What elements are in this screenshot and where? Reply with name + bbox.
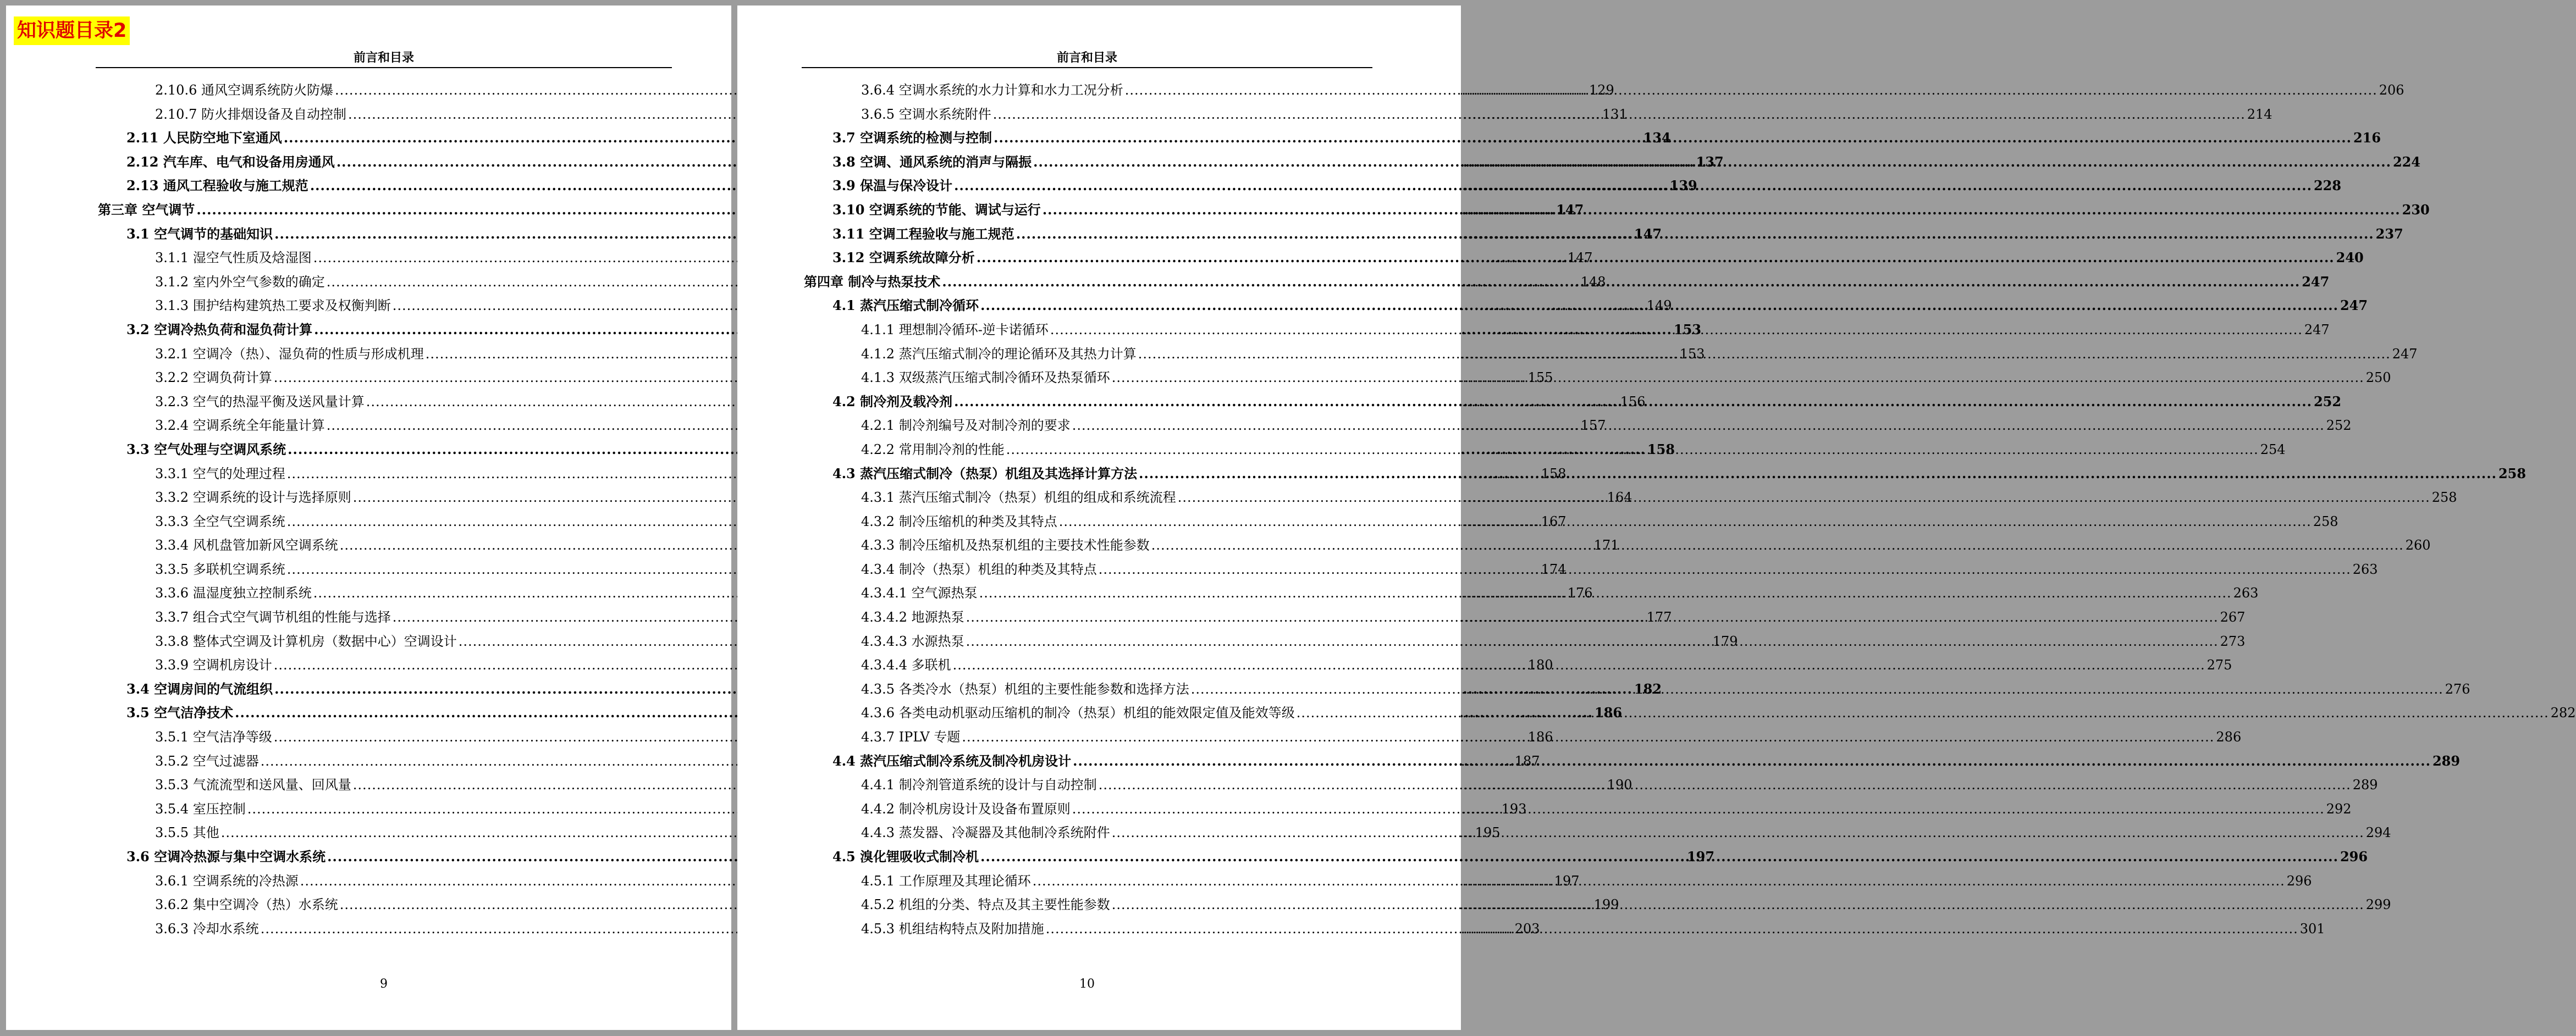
dot-leader bbox=[1112, 897, 2364, 912]
toc-entry-title: 3.2 空调冷热负荷和湿负荷计算 bbox=[126, 321, 313, 337]
toc-entry-title: 3.6.3 冷却水系统 bbox=[155, 921, 259, 937]
toc-entry-page: 158 bbox=[1541, 466, 1566, 481]
toc-entry-title: 第四章 制冷与热泵技术 bbox=[804, 273, 941, 290]
page-number: 9 bbox=[380, 977, 388, 991]
toc-entry-title: 3.5 空气洁净技术 bbox=[126, 705, 234, 721]
toc-entry-title: 4.3.3 制冷压缩机及热泵机组的主要技术性能参数 bbox=[861, 538, 1150, 553]
toc-entry-page: 296 bbox=[2340, 849, 2368, 865]
toc-entry-title: 3.5.2 空气过滤器 bbox=[155, 753, 259, 769]
toc-entry-page: 176 bbox=[1567, 585, 1593, 601]
toc-entry-page: 275 bbox=[2207, 657, 2232, 673]
toc-entry-title: 第三章 空气调节 bbox=[98, 201, 195, 218]
toc-entry-page: 193 bbox=[1501, 801, 1527, 817]
toc-entry-title: 2.10.6 通风空调系统防火防爆 bbox=[155, 82, 333, 98]
toc-entry-title: 4.5.2 机组的分类、特点及其主要性能参数 bbox=[861, 897, 1110, 913]
dot-leader bbox=[1099, 777, 2351, 793]
toc-entry-page: 267 bbox=[2220, 610, 2246, 625]
toc-entry-title: 4.5.1 工作原理及其理论循环 bbox=[861, 873, 1031, 889]
toc-entry-page: 301 bbox=[2299, 921, 2325, 937]
toc-entry-title: 4.3.7 IPLV 专题 bbox=[861, 729, 961, 745]
toc-entry-page: 292 bbox=[2326, 801, 2352, 817]
toc-entry-page: 179 bbox=[1712, 633, 1738, 649]
toc-entry-title: 3.9 保温与保冷设计 bbox=[832, 178, 953, 194]
header-rule bbox=[802, 67, 1372, 68]
toc-entry-title: 3.12 空调系统故障分析 bbox=[832, 250, 975, 266]
dot-leader bbox=[980, 297, 2338, 313]
toc-entry-title: 4.4 蒸汽压缩式制冷系统及制冷机房设计 bbox=[832, 752, 1072, 769]
toc-entry-title: 3.1.2 室内外空气参数的确定 bbox=[155, 274, 325, 290]
toc-entry-title: 2.12 汽车库、电气和设备用房通风 bbox=[126, 153, 335, 170]
toc-entry-page: 237 bbox=[2375, 225, 2403, 242]
toc-entry-page: 260 bbox=[2405, 538, 2431, 553]
dot-leader bbox=[1006, 442, 2259, 457]
toc-entry-page: 299 bbox=[2365, 897, 2391, 913]
toc-entry-page: 224 bbox=[2392, 153, 2421, 170]
toc-entry-page: 131 bbox=[1602, 106, 1628, 122]
dot-leader bbox=[1112, 825, 2364, 840]
dot-leader bbox=[954, 178, 2312, 193]
toc-entry-title: 3.3.1 空气的处理过程 bbox=[155, 466, 285, 481]
toc-entry-title: 4.3.4.2 地源热泵 bbox=[861, 610, 964, 625]
toc-entry-title: 4.3.5 各类冷水（热泵）机组的主要性能参数和选择方法 bbox=[861, 681, 1189, 697]
toc-entry-page: 158 bbox=[1647, 441, 1675, 457]
toc-entry-page: 199 bbox=[1593, 897, 1619, 913]
toc-entry-page: 250 bbox=[2365, 370, 2391, 386]
dot-leader bbox=[1125, 82, 2378, 98]
toc-entry-page: 258 bbox=[2431, 490, 2457, 506]
page-header: 前言和目录 bbox=[353, 51, 414, 65]
toc-entry-title: 3.5.3 气流流型和送风量、回风量 bbox=[155, 777, 351, 793]
toc-entry-page: 294 bbox=[2365, 825, 2391, 841]
toc-entry-page: 214 bbox=[2247, 106, 2272, 122]
toc-entry-title: 3.3 空气处理与空调风系统 bbox=[126, 441, 286, 457]
toc-entry-title: 3.6.4 空调水系统的水力计算和水力工况分析 bbox=[861, 82, 1123, 98]
toc-entry-title: 4.3.1 蒸汽压缩式制冷（热泵）机组的组成和系统流程 bbox=[861, 490, 1176, 506]
toc-entry-title: 3.3.8 整体式空调及计算机房（数据中心）空调设计 bbox=[155, 633, 457, 649]
dot-leader bbox=[966, 610, 2219, 625]
toc-entry-title: 4.4.2 制冷机房设计及设备布置原则 bbox=[861, 801, 1071, 817]
toc-entry-title: 4.3.4.4 多联机 bbox=[861, 657, 951, 673]
toc-entry-page: 149 bbox=[1646, 298, 1672, 314]
toc-entry-page: 195 bbox=[1475, 825, 1501, 841]
toc-entry-title: 2.13 通风工程验收与施工规范 bbox=[126, 178, 308, 194]
toc-entry-page: 147 bbox=[1567, 250, 1593, 266]
dot-leader bbox=[979, 585, 2232, 601]
toc-entry-page: 258 bbox=[2313, 513, 2338, 529]
toc-entry-title: 3.2.1 空调冷（热）、湿负荷的性质与形成机理 bbox=[155, 346, 424, 362]
toc-entry-page: 197 bbox=[1554, 873, 1580, 889]
toc-entry-page: 252 bbox=[2313, 393, 2342, 409]
dot-leader bbox=[1016, 226, 2374, 242]
toc-entry-title: 3.6.5 空调水系统附件 bbox=[861, 106, 991, 122]
toc-entry-title: 3.2.2 空调负荷计算 bbox=[155, 370, 272, 386]
toc-entry-page: 186 bbox=[1527, 729, 1553, 745]
toc-entry-page: 247 bbox=[2340, 297, 2368, 314]
dot-leader bbox=[1151, 538, 2404, 553]
toc-entry-title: 2.10.7 防火排烟设备及自动控制 bbox=[155, 106, 346, 122]
toc-entry-page: 164 bbox=[1607, 490, 1632, 506]
toc-entry-page: 230 bbox=[2402, 201, 2430, 218]
dot-leader bbox=[1297, 705, 2549, 721]
title-badge: 知识题目录2 bbox=[14, 16, 130, 45]
toc-entry-page: 296 bbox=[2286, 873, 2312, 889]
toc-entry-page: 203 bbox=[1514, 921, 1540, 937]
dot-leader bbox=[1139, 466, 2497, 481]
toc-entry-title: 4.2.2 常用制冷剂的性能 bbox=[861, 441, 1005, 457]
toc-entry-page: 282 bbox=[2550, 705, 2576, 721]
toc-entry-page: 190 bbox=[1607, 777, 1632, 793]
toc-entry-page: 197 bbox=[1686, 849, 1715, 865]
dot-leader bbox=[993, 107, 2246, 122]
toc-entry-title: 4.1.2 蒸汽压缩式制冷的理论循环及其热力计算 bbox=[861, 346, 1137, 362]
dot-leader bbox=[1046, 921, 2298, 937]
toc-entry-title: 3.4 空调房间的气流组织 bbox=[126, 680, 273, 697]
toc-entry-page: 276 bbox=[2445, 681, 2470, 697]
toc-entry-page: 156 bbox=[1620, 394, 1646, 409]
page-header: 前言和目录 bbox=[1056, 51, 1117, 65]
toc-entry-page: 240 bbox=[2336, 250, 2364, 266]
toc-entry-title: 4.4.3 蒸发器、冷凝器及其他制冷系统附件 bbox=[861, 825, 1110, 841]
toc-entry-page: 289 bbox=[2432, 752, 2461, 769]
dot-leader bbox=[954, 394, 2312, 409]
toc-entry-page: 228 bbox=[2313, 178, 2342, 194]
toc-entry-title: 4.5.3 机组结构特点及附加措施 bbox=[861, 921, 1044, 937]
toc-entry-title: 3.1.1 湿空气性质及焓湿图 bbox=[155, 250, 312, 266]
toc-entry-title: 3.7 空调系统的检测与控制 bbox=[832, 130, 992, 146]
toc-entry-title: 3.8 空调、通风系统的消声与隔振 bbox=[832, 153, 1032, 170]
toc-entry-title: 3.5.5 其他 bbox=[155, 825, 219, 841]
toc-entry-title: 4.2 制冷剂及载冷剂 bbox=[832, 393, 953, 409]
toc-entry-title: 4.1 蒸汽压缩式制冷循环 bbox=[832, 297, 979, 314]
toc-entry-title: 4.2.1 制冷剂编号及对制冷剂的要求 bbox=[861, 418, 1071, 434]
toc-entry-page: 206 bbox=[2379, 82, 2404, 98]
toc-entry-page: 167 bbox=[1541, 513, 1566, 529]
toc-entry-title: 4.3.4.1 空气源热泵 bbox=[861, 585, 978, 601]
dot-leader bbox=[1050, 322, 2303, 337]
page-number: 10 bbox=[1079, 977, 1095, 991]
toc-entry-title: 3.3.6 温湿度独立控制系统 bbox=[155, 585, 312, 601]
toc-entry-page: 252 bbox=[2326, 418, 2352, 434]
toc-entry-title: 3.3.3 全空气空调系统 bbox=[155, 513, 285, 529]
toc-entry-page: 254 bbox=[2260, 441, 2286, 457]
dot-leader bbox=[1042, 202, 2401, 218]
toc-entry-page: 216 bbox=[2353, 130, 2381, 146]
toc-entry-title: 3.6.1 空调系统的冷热源 bbox=[155, 873, 299, 889]
dot-leader bbox=[1059, 514, 2312, 529]
toc-entry-page: 148 bbox=[1580, 274, 1606, 290]
toc-entry-title: 3.3.5 多联机空调系统 bbox=[155, 561, 285, 577]
toc-entry-title: 4.3.2 制冷压缩机的种类及其特点 bbox=[861, 513, 1057, 529]
dot-leader bbox=[953, 657, 2205, 673]
toc-entry-page: 286 bbox=[2216, 729, 2242, 745]
dot-leader bbox=[942, 274, 2300, 290]
toc-entry-page: 174 bbox=[1541, 561, 1566, 577]
toc-entry-page: 139 bbox=[1669, 178, 1697, 194]
toc-entry-page: 134 bbox=[1643, 130, 1671, 146]
dot-leader bbox=[980, 849, 2338, 865]
toc-entry-title: 4.5 溴化锂吸收式制冷机 bbox=[832, 849, 979, 865]
dot-leader bbox=[966, 634, 2219, 649]
toc-entry-title: 3.3.2 空调系统的设计与选择原则 bbox=[155, 490, 351, 506]
toc-entry-title: 2.11 人民防空地下室通风 bbox=[126, 130, 282, 146]
toc-entry-title: 3.1.3 围护结构建筑热工要求及权衡判断 bbox=[155, 298, 391, 314]
toc-entry-page: 153 bbox=[1673, 321, 1702, 337]
toc-entry-page: 186 bbox=[1594, 705, 1623, 721]
toc-entry-page: 180 bbox=[1527, 657, 1553, 673]
toc-entry-title: 3.5.4 室压控制 bbox=[155, 801, 246, 817]
toc-entry-title: 4.3.4.3 水源热泵 bbox=[861, 633, 964, 649]
toc-entry-title: 3.2.3 空气的热湿平衡及送风量计算 bbox=[155, 394, 365, 409]
dot-leader bbox=[1072, 801, 2325, 817]
toc-entry-title: 3.10 空调系统的节能、调试与运行 bbox=[832, 201, 1041, 218]
toc-entry-page: 182 bbox=[1634, 680, 1662, 697]
toc-entry-page: 129 bbox=[1589, 82, 1614, 98]
toc-entry-page: 247 bbox=[2392, 346, 2418, 362]
toc-entry-page: 155 bbox=[1527, 370, 1553, 386]
toc-entry-title: 3.3.4 风机盘管加新风空调系统 bbox=[155, 538, 338, 553]
dot-leader bbox=[977, 250, 2335, 265]
toc-entry-title: 4.1.3 双级蒸汽压缩式制冷循环及热泵循环 bbox=[861, 370, 1110, 386]
dot-leader bbox=[1073, 753, 2431, 769]
toc-entry-page: 273 bbox=[2220, 633, 2246, 649]
toc-entry-page: 147 bbox=[1634, 225, 1662, 242]
toc-entry-page: 258 bbox=[2498, 465, 2527, 481]
toc-entry-page: 247 bbox=[2302, 273, 2330, 290]
toc-entry-title: 3.3.9 空调机房设计 bbox=[155, 657, 272, 673]
dot-leader bbox=[1191, 682, 2443, 697]
toc-entry-title: 4.3.6 各类电动机驱动压缩机的制冷（热泵）机组的能效限定值及能效等级 bbox=[861, 705, 1295, 721]
header-rule bbox=[96, 67, 672, 68]
toc-entry-page: 289 bbox=[2352, 777, 2378, 793]
toc-entry-page: 247 bbox=[2304, 322, 2330, 337]
toc-entry-page: 157 bbox=[1580, 418, 1606, 434]
toc-entry-page: 187 bbox=[1514, 753, 1540, 769]
dot-leader bbox=[962, 729, 2214, 745]
toc-entry-title: 3.5.1 空气洁净等级 bbox=[155, 729, 272, 745]
toc-entry-page: 147 bbox=[1556, 201, 1584, 218]
toc-entry-page: 263 bbox=[2233, 585, 2259, 601]
toc-entry-title: 4.3.4 制冷（热泵）机组的种类及其特点 bbox=[861, 561, 1097, 577]
dot-leader bbox=[1178, 490, 2430, 505]
toc-entry-title: 4.3 蒸汽压缩式制冷（热泵）机组及其选择计算方法 bbox=[832, 465, 1138, 481]
toc-entry-page: 137 bbox=[1696, 153, 1724, 170]
dot-leader bbox=[1112, 370, 2364, 385]
toc-entry-page: 153 bbox=[1679, 346, 1705, 362]
toc-entry-title: 4.4.1 制冷剂管道系统的设计与自动控制 bbox=[861, 777, 1097, 793]
dot-leader bbox=[1072, 418, 2325, 433]
dot-leader bbox=[1138, 346, 2391, 362]
toc-entry-title: 3.6 空调冷热源与集中空调水系统 bbox=[126, 849, 326, 865]
toc-entry-title: 3.1 空气调节的基础知识 bbox=[126, 225, 273, 242]
toc-entry-page: 171 bbox=[1593, 538, 1619, 553]
dot-leader bbox=[1099, 562, 2351, 577]
toc-entry-title: 3.6.2 集中空调冷（热）水系统 bbox=[155, 897, 338, 913]
dot-leader bbox=[1033, 154, 2391, 170]
toc-entry-page: 177 bbox=[1646, 610, 1672, 625]
toc-entry-title: 3.3.7 组合式空气调节机组的性能与选择 bbox=[155, 610, 391, 625]
toc-entry-title: 4.1.1 理想制冷循环-逆卡诺循环 bbox=[861, 322, 1049, 337]
toc-entry-title: 3.2.4 空调系统全年能量计算 bbox=[155, 418, 325, 434]
toc-entry-title: 3.11 空调工程验收与施工规范 bbox=[832, 225, 1014, 242]
dot-leader bbox=[1033, 873, 2285, 889]
toc-entry-page: 263 bbox=[2352, 561, 2378, 577]
dot-leader bbox=[994, 130, 2352, 146]
